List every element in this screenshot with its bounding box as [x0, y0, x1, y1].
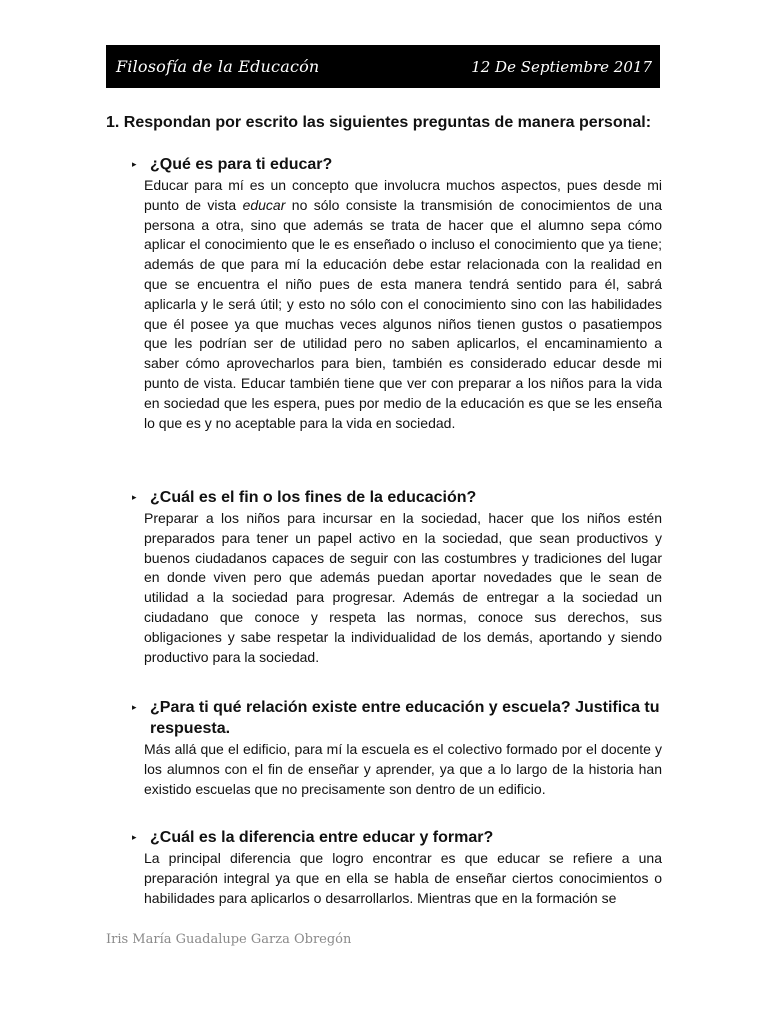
answer-text: Preparar a los niños para incursar en la sociedad, hacer que los niños estén preparados para tener un papel activo en la sociedad, que sean productivos y buenos ciudadanos capaces de seguir con las costumbres y tradiciones del lugar en donde viven pero que además puedan aportar novedades que le sean de utilidad a la sociedad para progresar. Además de entregar a la sociedad un ciudadano que conoce y respeta las normas, conoce sus derechos, sus obligaciones y sabe respetar la individualidad de los demás, aportando y siendo productivo para la sociedad. — [144, 510, 662, 665]
bullet-icon: ▸ — [132, 832, 137, 842]
document-title: Filosofía de la Educacón — [116, 57, 320, 76]
document-header — [106, 45, 660, 88]
question-title: ¿Para ti qué relación existe entre educación y escuela? Justifica tu respuesta. — [150, 699, 660, 737]
document-date: 12 De Septiembre 2017 — [471, 57, 652, 76]
emphasis-text: educar — [242, 196, 286, 213]
answer-text: La principal diferencia que logro encontrar es que educar se refiere a una preparación integral ya que en ella se habla de enseñar ciertos conocimientos o habilidades para aplicarlos o desarrollarlos. Mientras que en la formación se — [144, 850, 662, 906]
assignment-heading: 1. Respondan por escrito las siguientes preguntas de manera personal: — [106, 114, 652, 131]
question-block-4 — [130, 827, 662, 908]
question-title: ¿Qué es para ti educar? — [150, 156, 333, 173]
bullet-icon: ▸ — [132, 702, 137, 712]
question-block-3 — [130, 697, 662, 799]
question-block-2 — [130, 487, 662, 667]
footer-author: Iris María Guadalupe Garza Obregón — [106, 932, 352, 947]
answer-text: Educar para mí es un concepto que involucra muchos aspectos, pues desde mi punto de vista educar no sólo consiste la transmisión de conocimientos de una persona a otra, sino que además se trata de hacer que el alumno sepa cómo aplicar el conocimiento que le es enseñado o incluso el conocimiento que ya tiene; además de que para mí la educación debe estar relacionada con la realidad en que se encuentra el niño pues de esta manera tendrá sentido para él, sabrá aplicarla y le será útil; y esto no sólo con el conocimiento sino con las habilidades que él posee ya que muchas veces algunos niños tienen gustos o pasatiempos que les podrían ser de utilidad pero no saben aplicarlos, el encaminamiento a saber cómo aprovecharlos para bien, también es considerado educar desde mi punto de vista. Educar también tiene que ver con preparar a los niños para la vida en sociedad que les espera, pues por medio de la educación es que se les enseña lo que es y no aceptable para la vida en sociedad. — [144, 177, 663, 431]
bullet-icon: ▸ — [132, 492, 137, 502]
question-title: ¿Cuál es la diferencia entre educar y formar? — [150, 829, 494, 846]
answer-text: Más allá que el edificio, para mí la escuela es el colectivo formado por el docente y los alumnos con el fin de enseñar y aprender, ya que a lo largo de la historia han existido escuelas que no precisamente son dentro de un edificio. — [144, 741, 662, 797]
bullet-icon: ▸ — [132, 159, 137, 169]
question-block-1 — [130, 154, 662, 433]
question-title: ¿Cuál es el fin o los fines de la educación? — [150, 489, 477, 506]
